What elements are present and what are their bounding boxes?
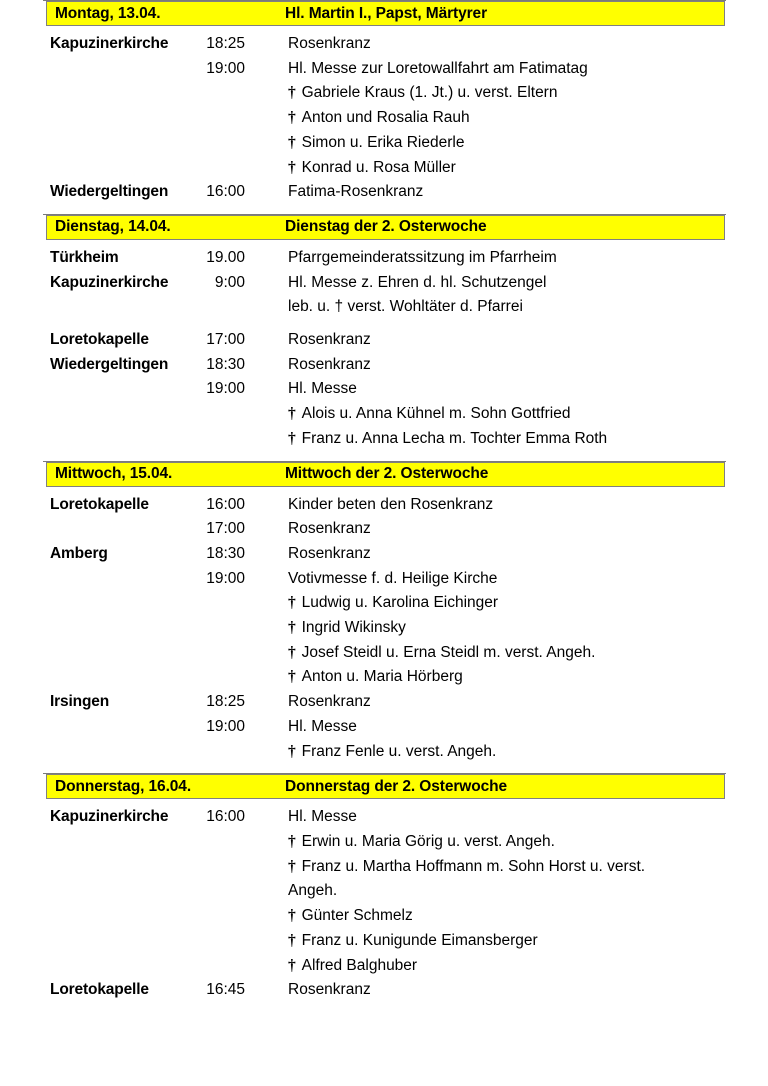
cross-icon: † bbox=[288, 643, 300, 661]
schedule-row bbox=[0, 715, 768, 764]
entry-description bbox=[245, 377, 683, 451]
intention-line bbox=[288, 402, 683, 427]
cross-icon: † bbox=[288, 594, 300, 612]
schedule-row bbox=[0, 32, 768, 57]
intention-line bbox=[288, 641, 683, 666]
entry-time: 16:00 bbox=[206, 183, 245, 201]
day-liturgical-title: Hl. Martin I., Papst, Märtyrer bbox=[285, 4, 487, 22]
entry-description bbox=[245, 567, 683, 691]
intention-text: Franz u. Martha Hoffmann m. Sohn Horst u. verst. Angeh. bbox=[288, 857, 646, 900]
cross-icon: † bbox=[288, 907, 300, 925]
schedule-row bbox=[0, 57, 768, 181]
entry-place: Loretokapelle bbox=[50, 331, 149, 349]
schedule-row bbox=[0, 805, 768, 978]
entry-time: 16:00 bbox=[206, 808, 245, 826]
service-line: Hl. Messe bbox=[288, 380, 357, 398]
entry-description bbox=[245, 690, 683, 715]
intention-line bbox=[288, 830, 683, 855]
cross-icon: † bbox=[288, 668, 300, 686]
day-section bbox=[0, 214, 768, 461]
schedule-row bbox=[0, 271, 768, 320]
entry-time: 19:00 bbox=[206, 380, 245, 398]
intention-line bbox=[288, 855, 683, 904]
entry-description bbox=[245, 978, 683, 1003]
schedule-row bbox=[0, 180, 768, 205]
entry-description bbox=[245, 246, 683, 271]
schedule-row bbox=[0, 517, 768, 542]
entry-place: Amberg bbox=[50, 544, 108, 562]
intention-line bbox=[288, 616, 683, 641]
day-section bbox=[0, 0, 768, 214]
service-line: Fatima-Rosenkranz bbox=[288, 183, 424, 201]
intention-line bbox=[288, 81, 683, 106]
intention-line bbox=[288, 131, 683, 156]
cross-icon: † bbox=[288, 429, 300, 447]
entry-description bbox=[245, 517, 683, 542]
service-line: Pfarrgemeinderatssitzung im Pfarrheim bbox=[288, 248, 557, 266]
intention-line bbox=[288, 665, 683, 690]
day-entries bbox=[0, 240, 768, 461]
intention-text: Ludwig u. Karolina Eichinger bbox=[301, 594, 499, 612]
intention-text: Anton u. Maria Hörberg bbox=[301, 668, 463, 686]
day-section bbox=[0, 461, 768, 774]
schedule-row bbox=[0, 542, 768, 567]
entry-description bbox=[245, 328, 683, 353]
service-line: Rosenkranz bbox=[288, 331, 371, 349]
entry-place: Kapuzinerkirche bbox=[50, 273, 169, 291]
day-date: Mittwoch, 15.04. bbox=[55, 465, 173, 483]
intention-line bbox=[288, 427, 683, 452]
intention-line bbox=[288, 106, 683, 131]
entry-place: Irsingen bbox=[50, 693, 110, 711]
entry-time: 9:00 bbox=[214, 273, 245, 291]
entry-description bbox=[245, 180, 683, 205]
day-date: Dienstag, 14.04. bbox=[55, 218, 171, 236]
entry-time: 18:25 bbox=[206, 35, 245, 52]
entry-description bbox=[245, 271, 683, 320]
entry-place: Wiedergeltingen bbox=[50, 355, 169, 373]
day-liturgical-title: Dienstag der 2. Osterwoche bbox=[285, 218, 487, 236]
entry-time: 16:00 bbox=[206, 495, 245, 513]
intention-text: Josef Steidl u. Erna Steidl m. verst. Angeh. bbox=[301, 643, 596, 661]
cross-icon: † bbox=[288, 619, 300, 637]
day-header-banner bbox=[46, 462, 725, 487]
entry-time: 18:30 bbox=[206, 544, 245, 562]
day-liturgical-title: Donnerstag der 2. Osterwoche bbox=[285, 777, 508, 795]
cross-icon: † bbox=[288, 742, 300, 760]
intention-line bbox=[288, 904, 683, 929]
intention-line bbox=[288, 156, 683, 181]
service-line: Rosenkranz bbox=[288, 693, 371, 711]
intention-text: Alois u. Anna Kühnel m. Sohn Gottfried bbox=[301, 405, 571, 423]
entry-place: Loretokapelle bbox=[50, 981, 149, 999]
service-line: Hl. Messe bbox=[288, 808, 357, 826]
cross-icon: † bbox=[288, 133, 300, 151]
schedule-row bbox=[0, 353, 768, 378]
entry-time: 16:45 bbox=[206, 981, 245, 999]
cross-icon: † bbox=[288, 158, 300, 176]
entry-place: Türkheim bbox=[50, 248, 119, 266]
entry-description bbox=[245, 715, 683, 764]
intention-text: Simon u. Erika Riederle bbox=[301, 133, 465, 151]
entry-description bbox=[245, 32, 683, 57]
service-line: Rosenkranz bbox=[288, 35, 371, 52]
service-line: Hl. Messe z. Ehren d. hl. Schutzengel bbox=[288, 273, 547, 291]
intention-line bbox=[288, 591, 683, 616]
service-line: Votivmesse f. d. Heilige Kirche bbox=[288, 569, 498, 587]
entry-place: Loretokapelle bbox=[50, 495, 149, 513]
entry-time: 19:00 bbox=[206, 717, 245, 735]
entry-time: 17:00 bbox=[206, 520, 245, 538]
entry-time: 17:00 bbox=[206, 331, 245, 349]
entry-place: Wiedergeltingen bbox=[50, 183, 169, 201]
entry-time: 19.00 bbox=[206, 248, 245, 266]
service-line: Hl. Messe bbox=[288, 717, 357, 735]
day-header-banner bbox=[46, 774, 725, 799]
entry-place: Kapuzinerkirche bbox=[50, 35, 169, 52]
schedule-row bbox=[0, 377, 768, 451]
entry-time: 18:25 bbox=[206, 693, 245, 711]
intention-text: Franz u. Kunigunde Eimansberger bbox=[301, 931, 538, 949]
intention-text: Erwin u. Maria Görig u. verst. Angeh. bbox=[301, 832, 555, 850]
service-line: Rosenkranz bbox=[288, 355, 371, 373]
day-date: Montag, 13.04. bbox=[55, 4, 161, 22]
cross-icon: † bbox=[288, 931, 300, 949]
cross-icon: † bbox=[288, 956, 300, 974]
entry-time: 19:00 bbox=[206, 569, 245, 587]
schedule-row bbox=[0, 246, 768, 271]
service-line: Rosenkranz bbox=[288, 981, 371, 999]
intention-text: Franz u. Anna Lecha m. Tochter Emma Roth bbox=[301, 429, 608, 447]
schedule-row bbox=[0, 328, 768, 353]
day-date: Donnerstag, 16.04. bbox=[55, 777, 192, 795]
cross-icon: † bbox=[288, 84, 300, 102]
entry-description bbox=[245, 542, 683, 567]
intention-line bbox=[288, 740, 683, 765]
day-header-banner bbox=[46, 215, 725, 240]
service-line: Hl. Messe zur Loretowallfahrt am Fatimatag bbox=[288, 59, 588, 77]
service-line: Rosenkranz bbox=[288, 544, 371, 562]
day-liturgical-title: Mittwoch der 2. Osterwoche bbox=[285, 465, 489, 483]
day-entries bbox=[0, 26, 768, 214]
cross-icon: † bbox=[288, 405, 300, 423]
entry-description bbox=[245, 353, 683, 378]
day-section bbox=[0, 773, 768, 1012]
intention-text: Gabriele Kraus (1. Jt.) u. verst. Eltern bbox=[301, 84, 558, 102]
day-entries bbox=[0, 487, 768, 774]
entry-time: 18:30 bbox=[206, 355, 245, 373]
day-header-banner bbox=[46, 1, 725, 26]
cross-icon: † bbox=[288, 109, 300, 127]
entry-time: 19:00 bbox=[206, 59, 245, 77]
schedule-row bbox=[0, 567, 768, 691]
entry-description bbox=[245, 57, 683, 181]
cross-icon: † bbox=[288, 832, 300, 850]
intention-text: Ingrid Wikinsky bbox=[301, 619, 406, 637]
schedule-row bbox=[0, 690, 768, 715]
intention-text: Anton und Rosalia Rauh bbox=[301, 109, 470, 127]
intention-text: Alfred Balghuber bbox=[301, 956, 418, 974]
schedule-row bbox=[0, 493, 768, 518]
intention-text: Konrad u. Rosa Müller bbox=[301, 158, 456, 176]
schedule-row bbox=[0, 978, 768, 1003]
intention-text: Franz Fenle u. verst. Angeh. bbox=[301, 742, 497, 760]
service-line: Rosenkranz bbox=[288, 520, 371, 538]
intention-line bbox=[288, 929, 683, 954]
day-entries bbox=[0, 799, 768, 1012]
cross-icon: † bbox=[288, 857, 300, 875]
entry-place: Kapuzinerkirche bbox=[50, 808, 169, 826]
intention-line bbox=[288, 954, 683, 979]
service-line: leb. u. † verst. Wohltäter d. Pfarrei bbox=[288, 298, 523, 316]
entry-description bbox=[245, 493, 683, 518]
service-line: Kinder beten den Rosenkranz bbox=[288, 495, 494, 513]
intention-text: Günter Schmelz bbox=[301, 907, 413, 925]
entry-description bbox=[245, 805, 683, 978]
